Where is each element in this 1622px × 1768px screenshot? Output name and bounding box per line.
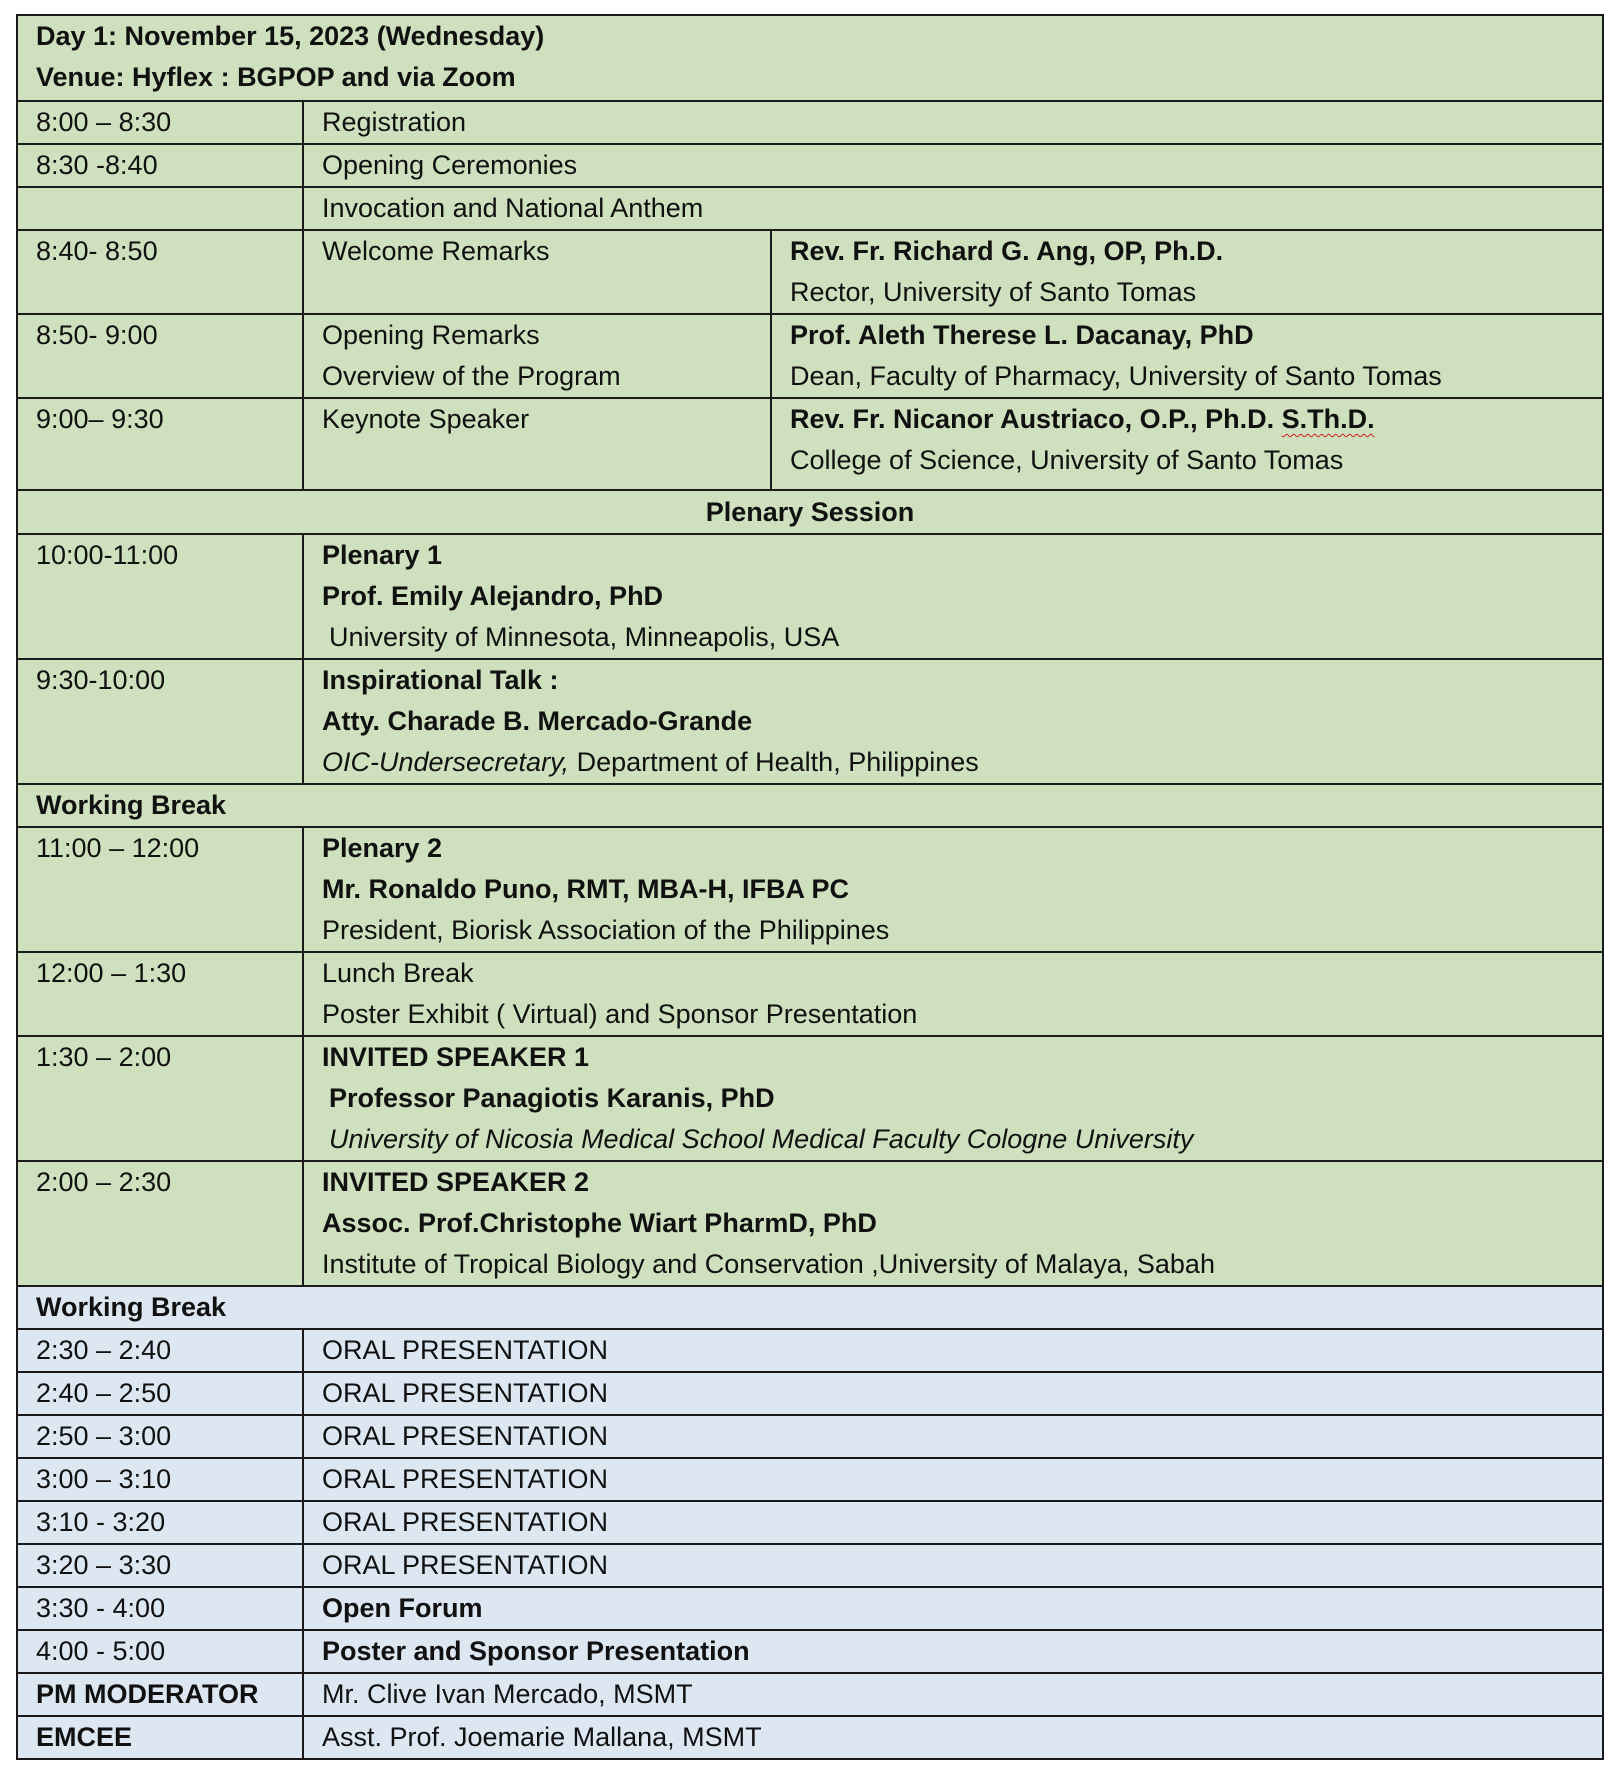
speaker-name: Rev. Fr. Nicanor Austriaco, O.P., Ph.D. S.Th.D. bbox=[790, 404, 1375, 434]
session-cell bbox=[303, 1036, 1603, 1161]
time-cell: 8:50- 9:00 bbox=[17, 314, 303, 398]
speaker-cell bbox=[771, 398, 1603, 490]
table-row bbox=[17, 534, 1603, 659]
speaker-name: Atty. Charade B. Mercado-Grande bbox=[322, 706, 753, 736]
time-cell: 3:20 – 3:30 bbox=[17, 1544, 303, 1587]
time-cell: 10:00-11:00 bbox=[17, 534, 303, 659]
activity-line: Opening Remarks bbox=[322, 320, 540, 350]
speaker-name: Rev. Fr. Richard G. Ang, OP, Ph.D. bbox=[790, 236, 1224, 266]
time-cell: 8:30 -8:40 bbox=[17, 144, 303, 187]
spellcheck-underline: S.Th.D. bbox=[1281, 404, 1375, 434]
table-row bbox=[17, 1544, 1603, 1587]
speaker-role: OIC-Undersecretary, bbox=[322, 747, 570, 777]
table-row bbox=[17, 398, 1603, 490]
break-label: Working Break bbox=[17, 784, 1603, 827]
time-cell: 3:10 - 3:20 bbox=[17, 1501, 303, 1544]
table-row bbox=[17, 1716, 1603, 1759]
table-row bbox=[17, 952, 1603, 1036]
activity-cell: Registration bbox=[303, 101, 1603, 144]
table-row bbox=[17, 1415, 1603, 1458]
speaker-affiliation: College of Science, University of Santo Tomas bbox=[790, 445, 1344, 475]
table-row bbox=[17, 144, 1603, 187]
time-cell: 3:30 - 4:00 bbox=[17, 1587, 303, 1630]
time-cell: 1:30 – 2:00 bbox=[17, 1036, 303, 1161]
activity-cell: Poster and Sponsor Presentation bbox=[303, 1630, 1603, 1673]
speaker-affiliation: Dean, Faculty of Pharmacy, University of Santo Tomas bbox=[790, 361, 1442, 391]
table-row bbox=[17, 1587, 1603, 1630]
table-row bbox=[17, 1036, 1603, 1161]
time-cell: 3:00 – 3:10 bbox=[17, 1458, 303, 1501]
person-name: Mr. Clive Ivan Mercado, MSMT bbox=[303, 1673, 1603, 1716]
time-cell: 2:50 – 3:00 bbox=[17, 1415, 303, 1458]
activity-cell: Welcome Remarks bbox=[303, 230, 771, 314]
activity-line: Poster Exhibit ( Virtual) and Sponsor Presentation bbox=[322, 999, 918, 1029]
speaker-name: Prof. Aleth Therese L. Dacanay, PhD bbox=[790, 320, 1254, 350]
activity-cell bbox=[303, 314, 771, 398]
program-schedule bbox=[16, 14, 1602, 1760]
table-row bbox=[17, 1501, 1603, 1544]
activity-line: Lunch Break bbox=[322, 958, 474, 988]
section-row bbox=[17, 490, 1603, 534]
session-title: Plenary 2 bbox=[322, 833, 443, 863]
session-cell bbox=[303, 827, 1603, 952]
time-cell: 9:00– 9:30 bbox=[17, 398, 303, 490]
activity-cell bbox=[303, 952, 1603, 1036]
speaker-affiliation: Rector, University of Santo Tomas bbox=[790, 277, 1197, 307]
time-cell: 2:40 – 2:50 bbox=[17, 1372, 303, 1415]
time-cell: 9:30-10:00 bbox=[17, 659, 303, 784]
person-name: Asst. Prof. Joemarie Mallana, MSMT bbox=[303, 1716, 1603, 1759]
activity-cell: ORAL PRESENTATION bbox=[303, 1458, 1603, 1501]
activity-cell: Open Forum bbox=[303, 1587, 1603, 1630]
session-cell bbox=[303, 1161, 1603, 1286]
table-row bbox=[17, 827, 1603, 952]
speaker-name: Mr. Ronaldo Puno, RMT, MBA-H, IFBA PC bbox=[322, 874, 849, 904]
table-row bbox=[17, 1630, 1603, 1673]
table-row bbox=[17, 187, 1603, 230]
table-row bbox=[17, 230, 1603, 314]
session-title: Inspirational Talk : bbox=[322, 665, 559, 695]
activity-cell: Keynote Speaker bbox=[303, 398, 771, 490]
role-label: PM MODERATOR bbox=[17, 1673, 303, 1716]
table-row bbox=[17, 314, 1603, 398]
time-cell: 12:00 – 1:30 bbox=[17, 952, 303, 1036]
break-row bbox=[17, 1286, 1603, 1329]
break-label: Working Break bbox=[17, 1286, 1603, 1329]
time-cell: 2:30 – 2:40 bbox=[17, 1329, 303, 1372]
section-title: Plenary Session bbox=[17, 490, 1603, 534]
break-row bbox=[17, 784, 1603, 827]
session-cell bbox=[303, 659, 1603, 784]
speaker-affiliation: Institute of Tropical Biology and Conservation ,University of Malaya, Sabah bbox=[322, 1249, 1215, 1279]
activity-cell: ORAL PRESENTATION bbox=[303, 1329, 1603, 1372]
venue-title: Venue: Hyflex : BGPOP and via Zoom bbox=[36, 62, 516, 92]
time-cell: 8:40- 8:50 bbox=[17, 230, 303, 314]
speaker-name: Professor Panagiotis Karanis, PhD bbox=[329, 1083, 775, 1113]
activity-cell: Opening Ceremonies bbox=[303, 144, 1603, 187]
session-title: INVITED SPEAKER 1 bbox=[322, 1042, 590, 1072]
table-row bbox=[17, 1673, 1603, 1716]
activity-cell: ORAL PRESENTATION bbox=[303, 1501, 1603, 1544]
time-cell: 11:00 – 12:00 bbox=[17, 827, 303, 952]
activity-cell: ORAL PRESENTATION bbox=[303, 1415, 1603, 1458]
header-row bbox=[17, 15, 1603, 101]
schedule-table bbox=[16, 14, 1604, 1760]
speaker-affiliation: University of Nicosia Medical School Medical Faculty Cologne University bbox=[329, 1124, 1194, 1154]
day-title: Day 1: November 15, 2023 (Wednesday) bbox=[36, 21, 545, 51]
speaker-affiliation: OIC-Undersecretary, Department of Health, Philippines bbox=[322, 747, 979, 777]
speaker-affiliation: President, Biorisk Association of the Philippines bbox=[322, 915, 890, 945]
table-row bbox=[17, 1161, 1603, 1286]
speaker-cell bbox=[771, 230, 1603, 314]
table-row bbox=[17, 101, 1603, 144]
activity-cell: ORAL PRESENTATION bbox=[303, 1544, 1603, 1587]
speaker-cell bbox=[771, 314, 1603, 398]
table-row bbox=[17, 1458, 1603, 1501]
session-title: Plenary 1 bbox=[322, 540, 443, 570]
session-cell bbox=[303, 534, 1603, 659]
session-title: INVITED SPEAKER 2 bbox=[322, 1167, 590, 1197]
table-row bbox=[17, 1372, 1603, 1415]
time-cell bbox=[17, 187, 303, 230]
time-cell: 4:00 - 5:00 bbox=[17, 1630, 303, 1673]
speaker-affiliation: University of Minnesota, Minneapolis, USA bbox=[329, 622, 840, 652]
activity-line: Overview of the Program bbox=[322, 361, 621, 391]
activity-cell: Invocation and National Anthem bbox=[303, 187, 1603, 230]
time-cell: 2:00 – 2:30 bbox=[17, 1161, 303, 1286]
role-label: EMCEE bbox=[17, 1716, 303, 1759]
speaker-name: Prof. Emily Alejandro, PhD bbox=[322, 581, 664, 611]
table-row bbox=[17, 659, 1603, 784]
table-row bbox=[17, 1329, 1603, 1372]
activity-cell: ORAL PRESENTATION bbox=[303, 1372, 1603, 1415]
time-cell: 8:00 – 8:30 bbox=[17, 101, 303, 144]
speaker-name: Assoc. Prof.Christophe Wiart PharmD, PhD bbox=[322, 1208, 877, 1238]
